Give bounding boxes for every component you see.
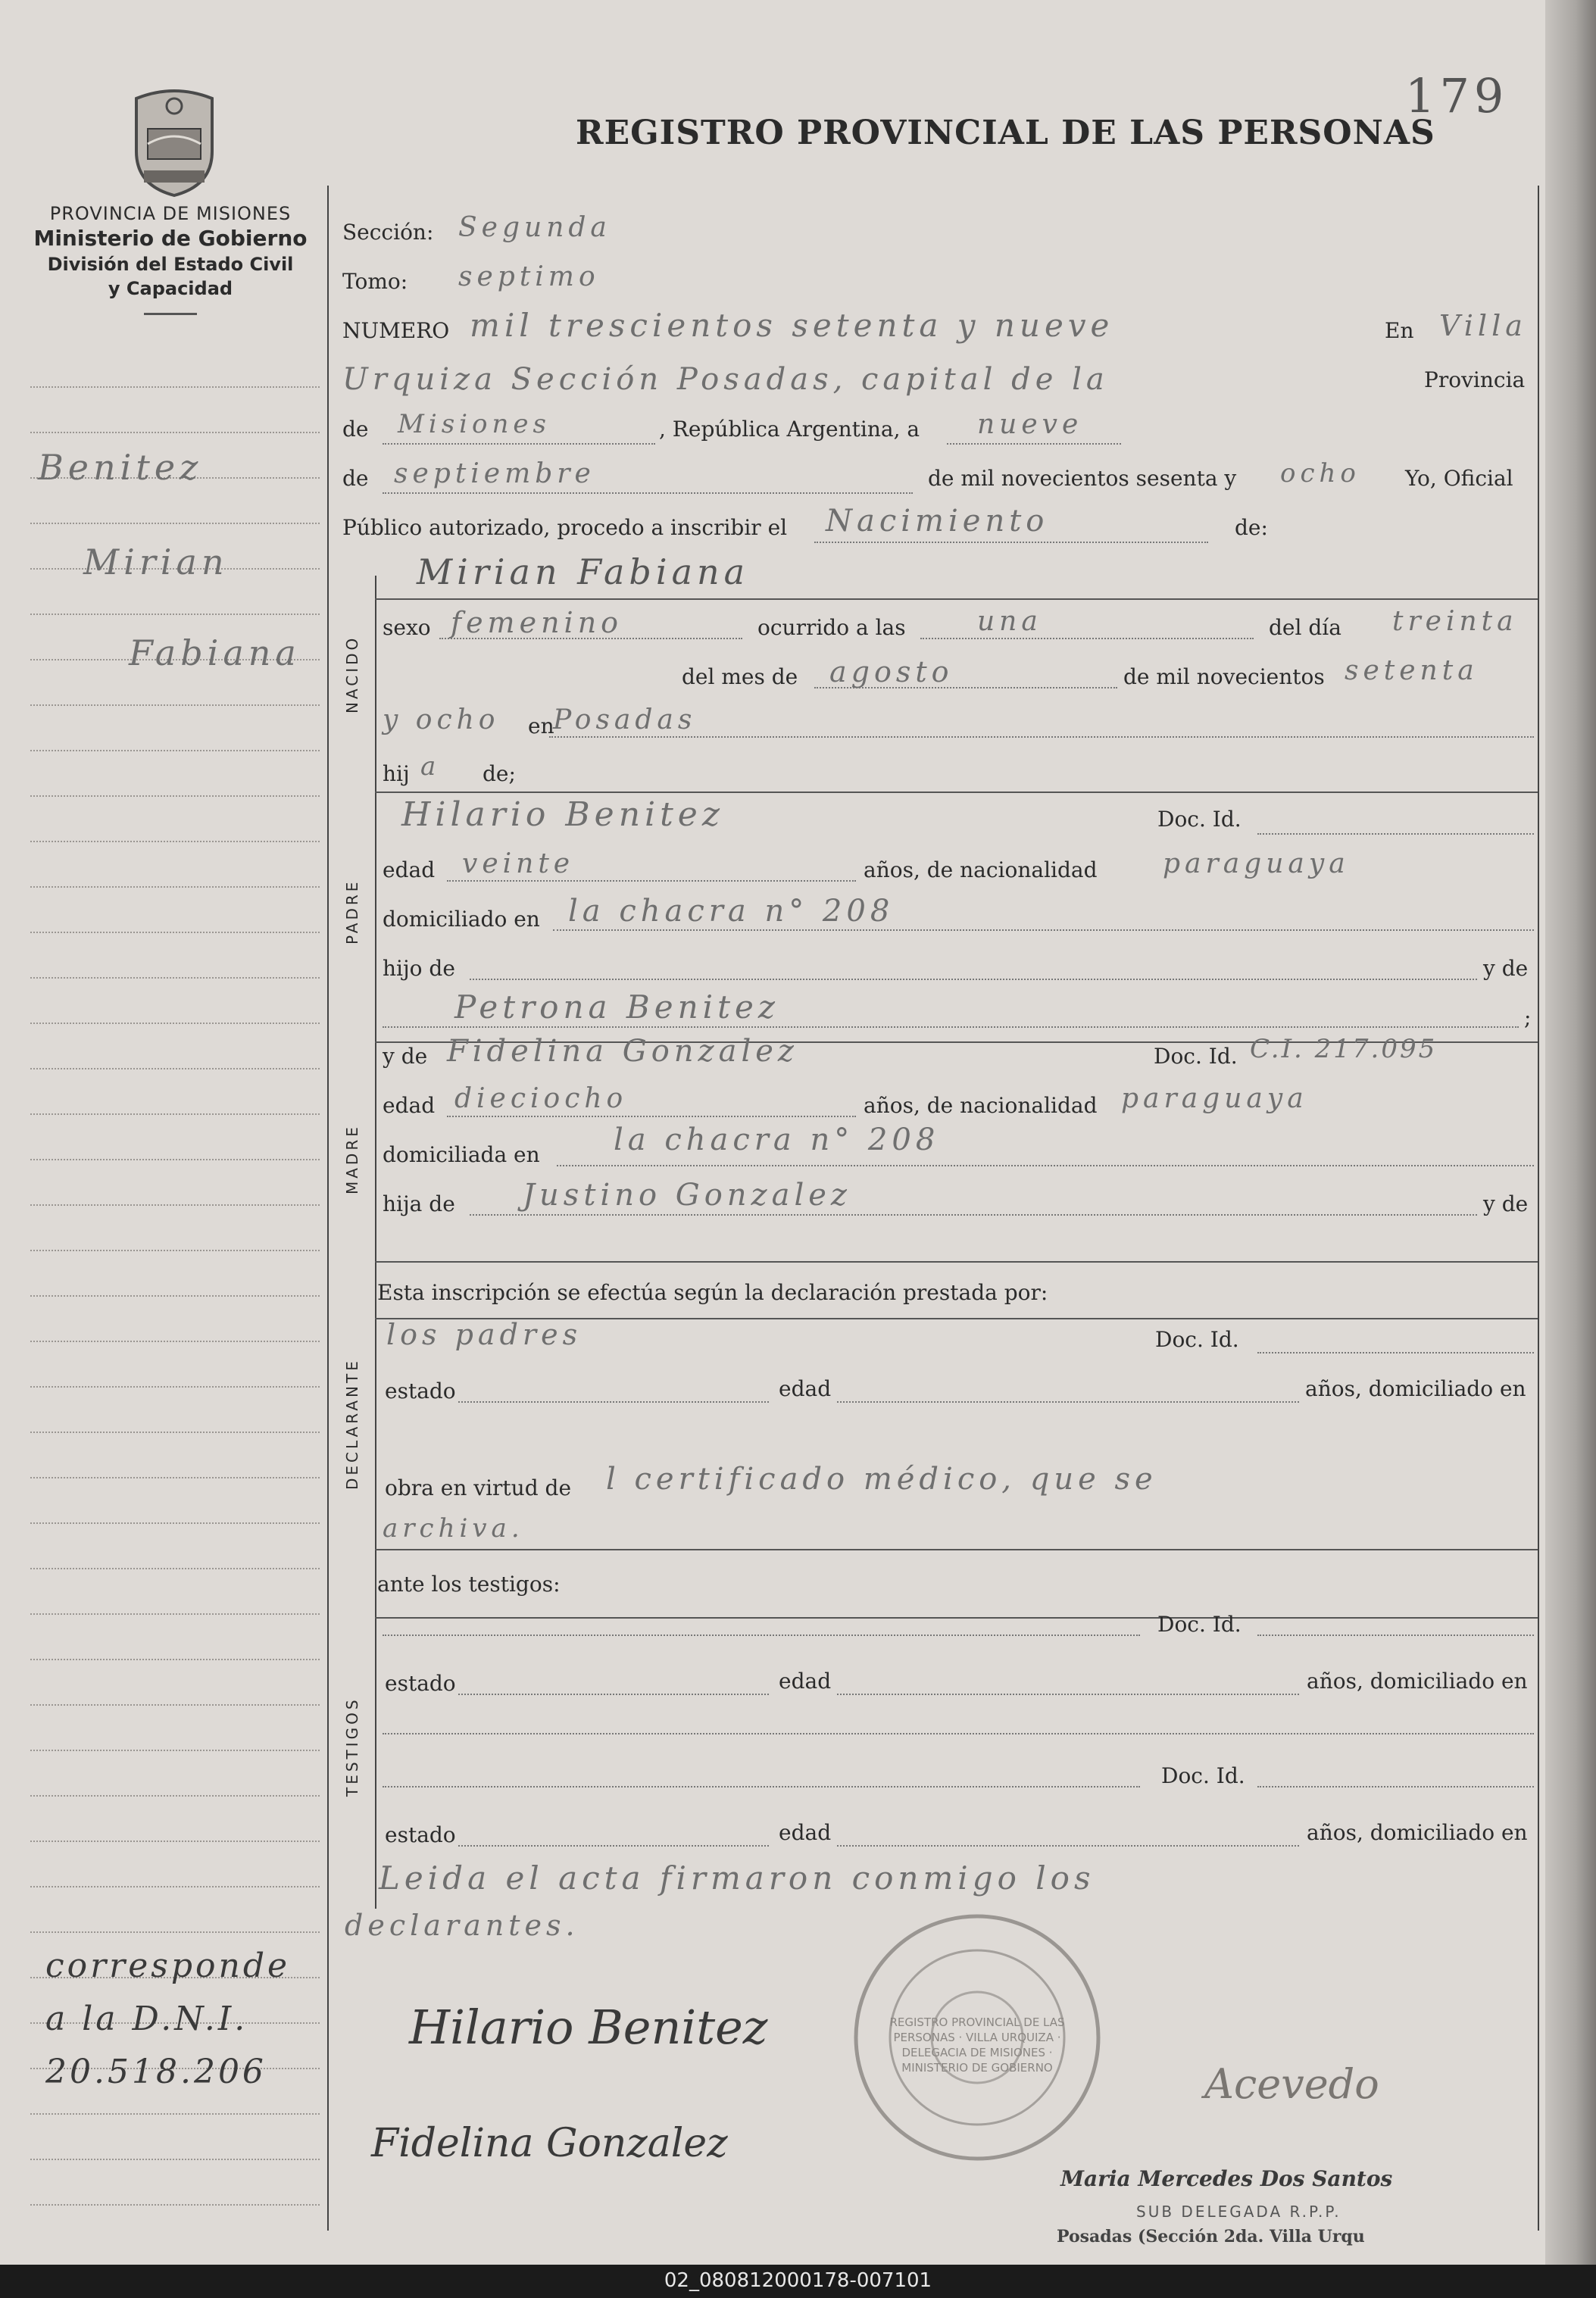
de-mil-label: de mil novecientos sesenta y [928,466,1237,491]
testigo2-estado-label: estado [385,1822,456,1847]
obra-value: l certificado médico, que se [606,1462,1157,1497]
declarante-estado-label: estado [385,1378,456,1403]
official-role: SUB DELEGADA R.P.P. [1136,2203,1341,2221]
image-id: 02_080812000178-007101 [664,2269,932,2292]
de-label: de [342,417,369,442]
testigo1-dom-label: años, domiciliado en [1307,1669,1528,1694]
provincia-value: Misiones [398,409,551,439]
padre-edad-value: veinte [462,848,575,879]
madre-y-de-label: y de [383,1044,428,1069]
nombre-value: Mirian Fabiana [417,551,750,592]
acto-value: Nacimiento [826,504,1049,539]
declarante-side-label: DECLARANTE [343,1358,361,1490]
madre-side-label: MADRE [343,1124,361,1194]
padre-semicolon: ; [1524,1005,1532,1030]
ministry-line: Ministerio de Gobierno [33,226,308,251]
stamp-text: REGISTRO PROVINCIAL DE LAS PERSONAS · VILLA URQUIZA · DELEGACIA DE MISIONES · MINISTERIO DE GOBIERNO [889,2015,1065,2075]
provincia-label: Provincia [1424,367,1526,392]
padre-dom-value: la chacra n° 208 [568,894,895,929]
provincial-seal-icon [121,83,227,197]
padre-nac-label: años, de nacionalidad [864,857,1098,882]
signature-official: Acevedo [1204,2060,1379,2108]
declarante-dom-label: años, domiciliado en [1305,1376,1526,1401]
de-colon-label: de: [1235,515,1268,540]
lugar-value: Urquiza Sección Posadas, capital de la [342,362,1109,397]
madre-dom-value: la chacra n° 208 [614,1122,940,1157]
declarante-doc-label: Doc. Id. [1155,1327,1239,1352]
testigo2-edad-label: edad [779,1820,832,1845]
abuelo-materno-value: Justino Gonzalez [523,1178,852,1213]
official-name: Maria Mercedes Dos Santos [1060,2166,1393,2191]
signature-father: Hilario Benitez [409,2000,768,2055]
testigos-label: ante los testigos: [377,1572,561,1597]
padre-edad-label: edad [383,857,436,882]
de-semi-label: de; [483,761,516,786]
official-office: Posadas (Sección 2da. Villa Urqu [1057,2227,1365,2246]
section-side-border [375,576,376,1909]
frame-right-border [1538,186,1539,2231]
padre-doc-label: Doc. Id. [1157,807,1242,832]
seccion-label: Sección: [342,220,434,245]
testigo1-edad-label: edad [779,1669,832,1694]
margin-given-name-1: Mirian [83,542,229,582]
testigo1-doc-label: Doc. Id. [1157,1612,1242,1637]
dia-value: nueve [977,409,1083,440]
sexo-label: sexo [383,615,431,640]
ocurrido-label: ocurrido a las [757,615,906,640]
tomo-label: Tomo: [342,269,408,294]
division-line: División del Estado Civil [47,254,294,275]
mes-value: septiembre [394,458,595,489]
hora-value: una [977,606,1042,637]
numero-value: mil trescientos setenta y nueve [470,307,1114,344]
signature-mother: Fidelina Gonzalez [371,2121,728,2166]
obra-label: obra en virtud de [385,1475,572,1500]
de-mil-2-label: de mil novecientos [1123,664,1325,689]
madre-edad-value: dieciocho [454,1083,628,1114]
en-2-label: en [528,713,554,738]
inscripcion-label: Esta inscripción se efectúa según la declaración prestada por: [377,1280,1048,1305]
padre-dom-label: domiciliado en [383,907,540,932]
madre-doc-value: C.I. 217.095 [1250,1034,1438,1064]
image-id-footer [0,2265,1596,2298]
republica-label: , República Argentina, a [659,417,920,442]
document-title: REGISTRO PROVINCIAL DE LAS PERSONAS [576,114,1435,152]
de-label-2: de [342,466,369,491]
cierre-value: Leida el acta firmaron conmigo los [379,1859,1095,1897]
madre-hija-de-label: hija de [383,1191,455,1216]
tomo-value: septimo [458,261,600,292]
testigo1-estado-label: estado [385,1671,456,1696]
anio-nac-value-2: y ocho [383,704,500,735]
obra-value-2: archiva. [383,1513,524,1544]
madre-nombre-value: Fidelina Gonzalez [447,1034,798,1069]
margin-note-1: corresponde [45,1947,291,1985]
page-number: 179 [1405,68,1509,123]
padre-nac-value: paraguaya [1163,848,1350,879]
frame-left-border [327,186,329,2231]
padre-nombre-value: Hilario Benitez [401,795,725,834]
madre-y-de-label-2: y de [1483,1191,1529,1216]
testigo2-dom-label: años, domiciliado en [1307,1820,1528,1845]
madre-dom-label: domiciliada en [383,1142,540,1167]
en-label: En [1385,318,1414,343]
madre-edad-label: edad [383,1093,436,1118]
numero-label: NUMERO [342,318,450,343]
seccion-value: Segunda [458,212,611,243]
publico-label: Público autorizado, procedo a inscribir el [342,515,788,540]
del-mes-label: del mes de [682,664,798,689]
cierre-value-2: declarantes. [345,1909,579,1942]
province-line: PROVINCIA DE MISIONES [49,203,292,224]
anio-nac-value: setenta [1345,655,1479,686]
hijo-label: hij [383,761,410,786]
margin-note-2: a la D.N.I. [45,2000,248,2038]
margin-note-3: 20.518.206 [45,2053,267,2091]
capacity-line: y Capacidad [108,278,233,299]
anio-value: ocho [1280,458,1360,489]
page-edge-shadow [1545,0,1596,2265]
padre-y-de-label: y de [1483,956,1529,981]
yo-oficial-label: Yo, Oficial [1405,466,1513,491]
margin-given-name-2: Fabiana [129,632,301,673]
ministry-header [15,203,326,315]
padre-side-label: PADRE [343,879,361,944]
hijo-value: a [420,751,441,782]
padre-hijo-de-label: hijo de [383,956,455,981]
testigo2-doc-label: Doc. Id. [1161,1763,1245,1788]
madre-doc-label: Doc. Id. [1154,1044,1238,1069]
sexo-value: femenino [451,606,623,639]
margin-surname: Benitez [38,447,203,488]
declarante-value: los padres [386,1318,582,1351]
abuela-paterna-value: Petrona Benitez [454,988,779,1026]
testigos-side-label: TESTIGOS [343,1697,361,1797]
declarante-edad-label: edad [779,1376,832,1401]
del-dia-label: del día [1269,615,1341,640]
mes-nac-value: agosto [829,655,954,688]
nacido-side-label: NACIDO [343,635,361,713]
lugar-nac-value: Posadas [553,704,697,735]
dia-nac-value: treinta [1392,606,1518,637]
madre-nac-label: años, de nacionalidad [864,1093,1098,1118]
en-value: Villa [1439,309,1527,342]
madre-nac-value: paraguaya [1121,1083,1308,1114]
